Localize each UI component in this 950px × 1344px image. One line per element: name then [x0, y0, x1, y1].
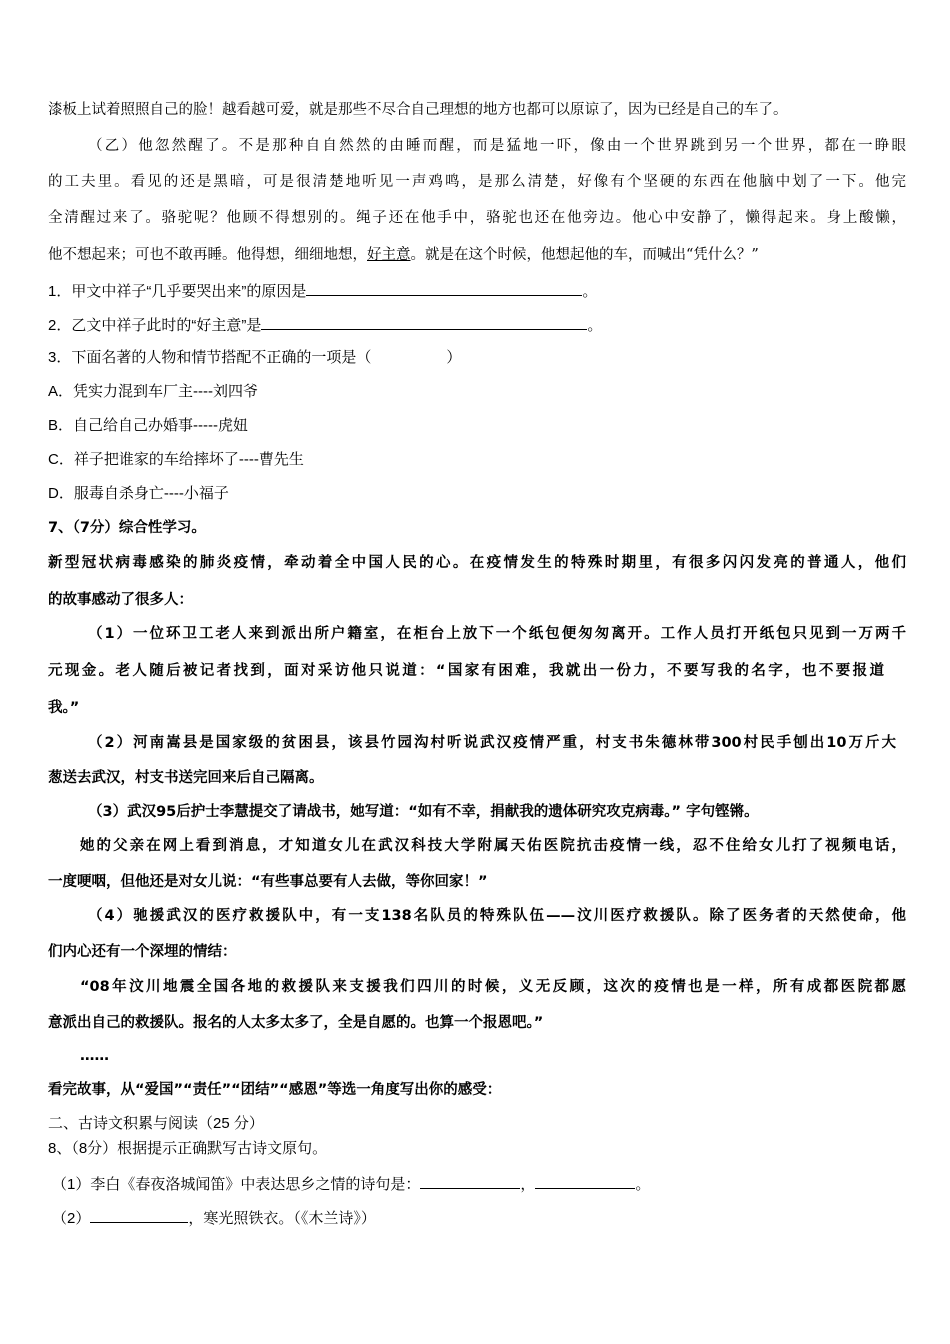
- answer-blank[interactable]: [306, 280, 582, 296]
- section-7-heading: 7、（7分）综合性学习。: [48, 520, 206, 536]
- story-1: 我。”: [48, 700, 80, 716]
- ellipsis: ……: [80, 1048, 109, 1064]
- option-a: A．凭实力混到车厂主----刘四爷: [48, 383, 258, 400]
- story-5: 意派出自己的救援队。报名的人太多太多了，全是自愿的。也算一个报恩吧。”: [48, 1015, 544, 1031]
- text-line: 全清醒过来了。骆驼呢？他顾不得想别的。绳子还在他手中，骆驼也还在他旁边。他心中安静了，懒得起来。身上酸懒，: [48, 210, 906, 226]
- text-fragment: 。就是在这个时候，他想起他的车，而喊出“凭什么？”: [410, 247, 759, 263]
- text-line: （乙）他忽然醒了。不是那种自自然然的由睡而醒，而是猛地一吓，像由一个世界跳到另一个世界，都在一睁眼: [88, 138, 906, 154]
- answer-blank[interactable]: [420, 1173, 520, 1189]
- option-c: C．祥子把谁家的车给摔坏了----曹先生: [48, 451, 304, 468]
- answer-blank[interactable]: [90, 1207, 188, 1223]
- question-end: 。: [582, 283, 598, 300]
- writing-task: 看完故事，从“爱国”“责任”“团结”“感恩”等选一角度写出你的感受：: [48, 1082, 502, 1098]
- text-line: 新型冠状病毒感染的肺炎疫情，牵动着全中国人民的心。在疫情发生的特殊时期里，有很多闪闪发亮的普通人，他们: [48, 555, 906, 571]
- answer-blank[interactable]: [261, 314, 587, 330]
- story-2: 葱送去武汉，村支书送完回来后自己隔离。: [48, 770, 324, 786]
- underlined-phrase: 好主意: [367, 247, 411, 263]
- question-text: （1）李白《春夜洛城闻笛》中表达思乡之情的诗句是：: [52, 1176, 421, 1193]
- story-4: （4）驰援武汉的医疗救援队中，有一支138名队员的特殊队伍——汶川医疗救援队。除了医务者的天然使命，他: [88, 908, 906, 924]
- fill-2: [52, 1207, 376, 1229]
- story-3: （3）武汉95后护士李慧提交了请战书，她写道：“如有不幸，捐献我的遗体研究攻克病毒。” 字句铿锵。: [88, 804, 759, 820]
- question-text: 2．乙文中祥子此时的“好主意”是: [48, 317, 262, 334]
- question-text: 1．甲文中祥子“几乎要哭出来”的原因是: [48, 283, 307, 300]
- story-3: 她的父亲在网上看到消息，才知道女儿在武汉科技大学附属天佑医院抗击疫情一线，忍不住给女儿打了视频电话，: [80, 838, 906, 854]
- story-4: 们内心还有一个深埋的情结：: [48, 944, 237, 960]
- question-end: ，寒光照铁衣。（《木兰诗》）: [188, 1210, 376, 1227]
- text-line: 漆板上试着照照自己的脸！越看越可爱，就是那些不尽合自己理想的地方也都可以原谅了，因为已经是自己的车了。: [48, 102, 788, 118]
- question-1: [48, 280, 597, 302]
- question-2: [48, 314, 602, 336]
- question-end: 。: [587, 317, 603, 334]
- fill-1: [52, 1173, 650, 1195]
- story-5: “08年汶川地震全国各地的救援队来支援我们四川的时候，义无反顾，这次的疫情也是一样，所有成都医院都愿: [80, 979, 906, 995]
- option-b: B．自己给自己办婚事-----虎妞: [48, 417, 248, 434]
- section-2-heading: 二、古诗文积累与阅读（25 分）: [48, 1115, 264, 1132]
- text-fragment: 他不想起来；可也不敢再睡。他得想，细细地想，: [48, 247, 367, 263]
- separator: ，: [520, 1176, 536, 1193]
- option-d: D．服毒自杀身亡----小福子: [48, 485, 229, 502]
- answer-blank[interactable]: [535, 1173, 635, 1189]
- text-line: 的工夫里。看见的还是黑暗，可是很清楚地听见一声鸡鸣，是那么清楚，好像有个坚硬的东西在他脑中划了一下。他完: [48, 174, 906, 190]
- text-line: 的故事感动了很多人：: [48, 592, 193, 608]
- story-1: 元现金。老人随后被记者找到，面对采访他只说道：“国家有困难，我就出一份力，不要写我的名字，也不要报道: [48, 663, 884, 679]
- story-1: （1）一位环卫工老人来到派出所户籍室，在柜台上放下一个纸包便匆匆离开。工作人员打开纸包只见到一万两千: [88, 626, 906, 642]
- story-2: （2）河南嵩县是国家级的贫困县，该县竹园沟村听说武汉疫情严重，村支书朱德林带300村民手刨出10万斤大: [88, 735, 896, 751]
- question-end: 。: [635, 1176, 651, 1193]
- question-3: 3．下面名著的人物和情节搭配不正确的一项是（ ）: [48, 349, 462, 366]
- section-8-heading: 8、（8分）根据提示正确默写古诗文原句。: [48, 1140, 328, 1157]
- text-line: [48, 245, 759, 265]
- story-3: 一度哽咽，但他还是对女儿说：“有些事总要有人去做，等你回家！”: [48, 874, 488, 890]
- question-text: （2）: [52, 1210, 91, 1227]
